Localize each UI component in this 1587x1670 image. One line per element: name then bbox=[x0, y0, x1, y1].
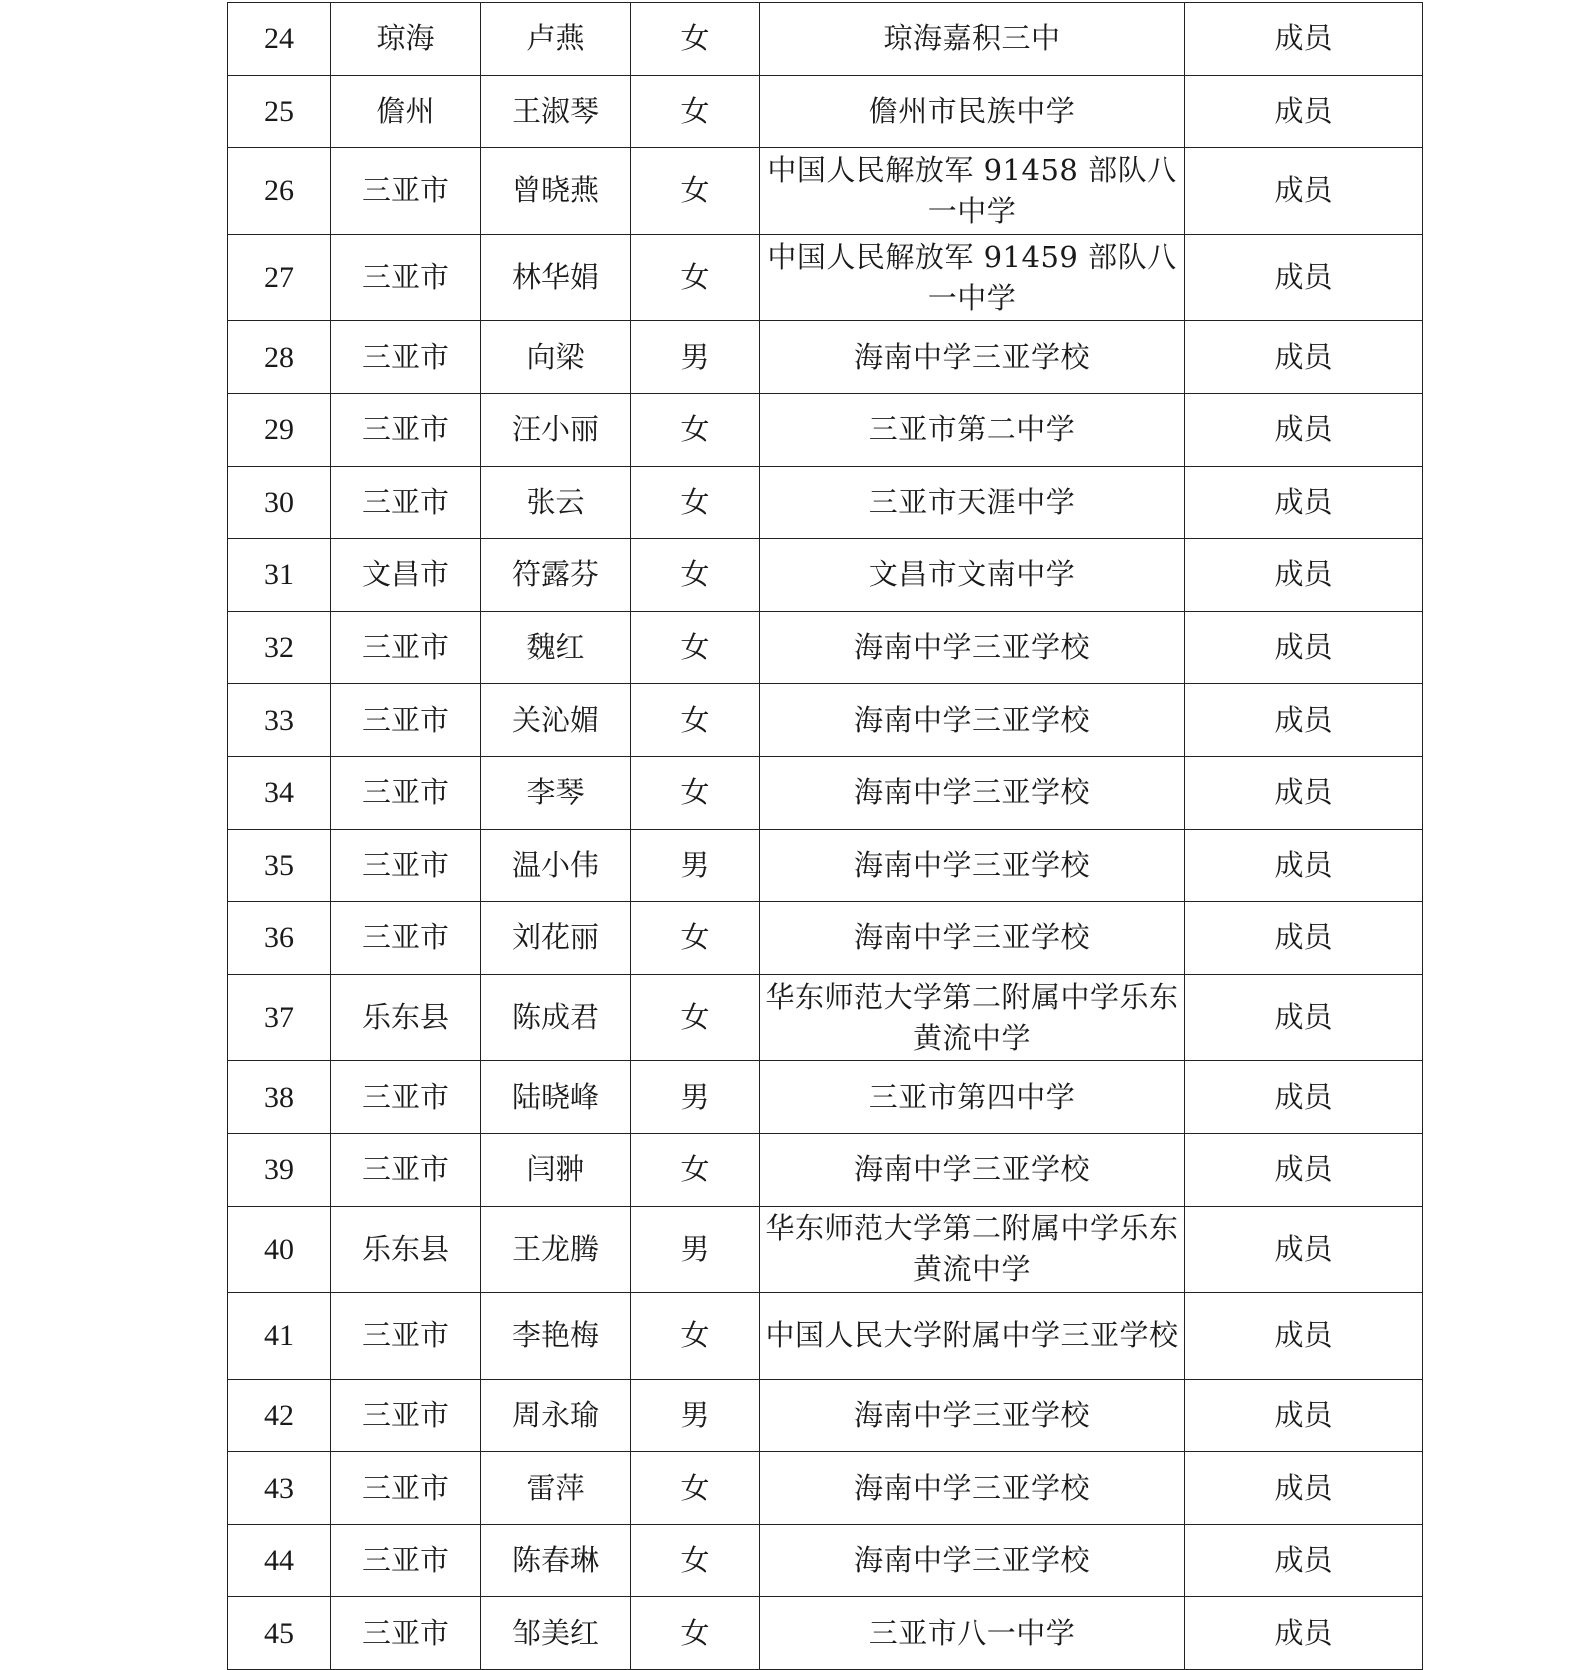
table-row bbox=[228, 539, 1423, 612]
table-row bbox=[228, 75, 1423, 148]
region-cell: 三亚市 bbox=[331, 466, 481, 539]
table-row bbox=[228, 902, 1423, 975]
school-cell: 海南中学三亚学校 bbox=[760, 1133, 1185, 1206]
table-row bbox=[228, 3, 1423, 76]
role-cell: 成员 bbox=[1185, 611, 1423, 684]
table-row bbox=[228, 466, 1423, 539]
role-cell: 成员 bbox=[1185, 75, 1423, 148]
table-row bbox=[228, 829, 1423, 902]
table-row bbox=[228, 756, 1423, 829]
table-row bbox=[228, 1293, 1423, 1380]
name-cell: 闫翀 bbox=[481, 1133, 631, 1206]
name-cell: 陆晓峰 bbox=[481, 1061, 631, 1134]
school-cell: 海南中学三亚学校 bbox=[760, 684, 1185, 757]
school-cell: 华东师范大学第二附属中学乐东黄流中学 bbox=[760, 1206, 1185, 1293]
school-cell: 海南中学三亚学校 bbox=[760, 1452, 1185, 1525]
region-cell: 三亚市 bbox=[331, 1597, 481, 1670]
row-number: 43 bbox=[228, 1452, 331, 1525]
role-cell: 成员 bbox=[1185, 902, 1423, 975]
school-cell: 儋州市民族中学 bbox=[760, 75, 1185, 148]
table-row bbox=[228, 611, 1423, 684]
row-number: 44 bbox=[228, 1524, 331, 1597]
row-number: 40 bbox=[228, 1206, 331, 1293]
school-cell: 海南中学三亚学校 bbox=[760, 756, 1185, 829]
name-cell: 王淑琴 bbox=[481, 75, 631, 148]
row-number: 35 bbox=[228, 829, 331, 902]
row-number: 41 bbox=[228, 1293, 331, 1380]
table-row bbox=[228, 1597, 1423, 1670]
role-cell: 成员 bbox=[1185, 148, 1423, 235]
region-cell: 三亚市 bbox=[331, 321, 481, 394]
gender-cell: 女 bbox=[631, 234, 760, 321]
region-cell: 三亚市 bbox=[331, 393, 481, 466]
school-cell: 华东师范大学第二附属中学乐东黄流中学 bbox=[760, 974, 1185, 1061]
gender-cell: 男 bbox=[631, 1061, 760, 1134]
table-row bbox=[228, 148, 1423, 235]
role-cell: 成员 bbox=[1185, 393, 1423, 466]
table-row bbox=[228, 1379, 1423, 1452]
gender-cell: 女 bbox=[631, 75, 760, 148]
row-number: 24 bbox=[228, 3, 331, 76]
region-cell: 三亚市 bbox=[331, 1133, 481, 1206]
gender-cell: 男 bbox=[631, 321, 760, 394]
row-number: 31 bbox=[228, 539, 331, 612]
role-cell: 成员 bbox=[1185, 974, 1423, 1061]
row-number: 39 bbox=[228, 1133, 331, 1206]
region-cell: 三亚市 bbox=[331, 1293, 481, 1380]
row-number: 27 bbox=[228, 234, 331, 321]
role-cell: 成员 bbox=[1185, 1133, 1423, 1206]
gender-cell: 女 bbox=[631, 1524, 760, 1597]
table-row bbox=[228, 974, 1423, 1061]
role-cell: 成员 bbox=[1185, 321, 1423, 394]
region-cell: 三亚市 bbox=[331, 1379, 481, 1452]
region-cell: 三亚市 bbox=[331, 1524, 481, 1597]
gender-cell: 女 bbox=[631, 1293, 760, 1380]
table-row bbox=[228, 393, 1423, 466]
row-number: 36 bbox=[228, 902, 331, 975]
role-cell: 成员 bbox=[1185, 1597, 1423, 1670]
school-cell: 琼海嘉积三中 bbox=[760, 3, 1185, 76]
member-table-body bbox=[228, 3, 1423, 1670]
school-cell: 海南中学三亚学校 bbox=[760, 1524, 1185, 1597]
region-cell: 文昌市 bbox=[331, 539, 481, 612]
role-cell: 成员 bbox=[1185, 1452, 1423, 1525]
row-number: 33 bbox=[228, 684, 331, 757]
gender-cell: 女 bbox=[631, 902, 760, 975]
region-cell: 三亚市 bbox=[331, 1452, 481, 1525]
school-cell: 三亚市第二中学 bbox=[760, 393, 1185, 466]
gender-cell: 女 bbox=[631, 756, 760, 829]
region-cell: 三亚市 bbox=[331, 684, 481, 757]
role-cell: 成员 bbox=[1185, 1524, 1423, 1597]
school-cell: 中国人民解放军 91458 部队八一中学 bbox=[760, 148, 1185, 235]
row-number: 32 bbox=[228, 611, 331, 684]
role-cell: 成员 bbox=[1185, 539, 1423, 612]
region-cell: 三亚市 bbox=[331, 756, 481, 829]
school-cell: 中国人民大学附属中学三亚学校 bbox=[760, 1293, 1185, 1380]
school-cell: 文昌市文南中学 bbox=[760, 539, 1185, 612]
role-cell: 成员 bbox=[1185, 234, 1423, 321]
region-cell: 乐东县 bbox=[331, 1206, 481, 1293]
school-cell: 三亚市八一中学 bbox=[760, 1597, 1185, 1670]
name-cell: 温小伟 bbox=[481, 829, 631, 902]
gender-cell: 女 bbox=[631, 466, 760, 539]
table-row bbox=[228, 1061, 1423, 1134]
role-cell: 成员 bbox=[1185, 3, 1423, 76]
table-row bbox=[228, 234, 1423, 321]
name-cell: 王龙腾 bbox=[481, 1206, 631, 1293]
role-cell: 成员 bbox=[1185, 1206, 1423, 1293]
region-cell: 三亚市 bbox=[331, 829, 481, 902]
row-number: 45 bbox=[228, 1597, 331, 1670]
region-cell: 儋州 bbox=[331, 75, 481, 148]
name-cell: 陈成君 bbox=[481, 974, 631, 1061]
school-cell: 海南中学三亚学校 bbox=[760, 829, 1185, 902]
gender-cell: 女 bbox=[631, 148, 760, 235]
name-cell: 魏红 bbox=[481, 611, 631, 684]
row-number: 42 bbox=[228, 1379, 331, 1452]
name-cell: 张云 bbox=[481, 466, 631, 539]
gender-cell: 女 bbox=[631, 1452, 760, 1525]
name-cell: 符露芬 bbox=[481, 539, 631, 612]
region-cell: 三亚市 bbox=[331, 611, 481, 684]
name-cell: 雷萍 bbox=[481, 1452, 631, 1525]
row-number: 25 bbox=[228, 75, 331, 148]
gender-cell: 女 bbox=[631, 974, 760, 1061]
role-cell: 成员 bbox=[1185, 684, 1423, 757]
gender-cell: 男 bbox=[631, 829, 760, 902]
row-number: 29 bbox=[228, 393, 331, 466]
region-cell: 三亚市 bbox=[331, 1061, 481, 1134]
name-cell: 曾晓燕 bbox=[481, 148, 631, 235]
table-row bbox=[228, 1133, 1423, 1206]
gender-cell: 女 bbox=[631, 684, 760, 757]
school-cell: 海南中学三亚学校 bbox=[760, 902, 1185, 975]
gender-cell: 女 bbox=[631, 1597, 760, 1670]
name-cell: 李艳梅 bbox=[481, 1293, 631, 1380]
region-cell: 三亚市 bbox=[331, 148, 481, 235]
member-table bbox=[227, 2, 1423, 1670]
role-cell: 成员 bbox=[1185, 1061, 1423, 1134]
row-number: 38 bbox=[228, 1061, 331, 1134]
row-number: 34 bbox=[228, 756, 331, 829]
region-cell: 三亚市 bbox=[331, 234, 481, 321]
school-cell: 中国人民解放军 91459 部队八一中学 bbox=[760, 234, 1185, 321]
table-row bbox=[228, 684, 1423, 757]
table-row bbox=[228, 1524, 1423, 1597]
region-cell: 琼海 bbox=[331, 3, 481, 76]
role-cell: 成员 bbox=[1185, 466, 1423, 539]
row-number: 37 bbox=[228, 974, 331, 1061]
gender-cell: 女 bbox=[631, 393, 760, 466]
role-cell: 成员 bbox=[1185, 1379, 1423, 1452]
gender-cell: 男 bbox=[631, 1206, 760, 1293]
name-cell: 关沁媚 bbox=[481, 684, 631, 757]
row-number: 26 bbox=[228, 148, 331, 235]
table-row bbox=[228, 321, 1423, 394]
table-row bbox=[228, 1452, 1423, 1525]
gender-cell: 女 bbox=[631, 1133, 760, 1206]
role-cell: 成员 bbox=[1185, 829, 1423, 902]
school-cell: 三亚市天涯中学 bbox=[760, 466, 1185, 539]
role-cell: 成员 bbox=[1185, 756, 1423, 829]
school-cell: 海南中学三亚学校 bbox=[760, 611, 1185, 684]
school-cell: 三亚市第四中学 bbox=[760, 1061, 1185, 1134]
region-cell: 三亚市 bbox=[331, 902, 481, 975]
name-cell: 陈春琳 bbox=[481, 1524, 631, 1597]
name-cell: 卢燕 bbox=[481, 3, 631, 76]
gender-cell: 女 bbox=[631, 611, 760, 684]
table-row bbox=[228, 1206, 1423, 1293]
gender-cell: 女 bbox=[631, 539, 760, 612]
school-cell: 海南中学三亚学校 bbox=[760, 321, 1185, 394]
name-cell: 邹美红 bbox=[481, 1597, 631, 1670]
region-cell: 乐东县 bbox=[331, 974, 481, 1061]
name-cell: 汪小丽 bbox=[481, 393, 631, 466]
name-cell: 刘花丽 bbox=[481, 902, 631, 975]
name-cell: 周永瑜 bbox=[481, 1379, 631, 1452]
role-cell: 成员 bbox=[1185, 1293, 1423, 1380]
row-number: 30 bbox=[228, 466, 331, 539]
gender-cell: 女 bbox=[631, 3, 760, 76]
row-number: 28 bbox=[228, 321, 331, 394]
name-cell: 李琴 bbox=[481, 756, 631, 829]
name-cell: 林华娟 bbox=[481, 234, 631, 321]
name-cell: 向梁 bbox=[481, 321, 631, 394]
school-cell: 海南中学三亚学校 bbox=[760, 1379, 1185, 1452]
gender-cell: 男 bbox=[631, 1379, 760, 1452]
